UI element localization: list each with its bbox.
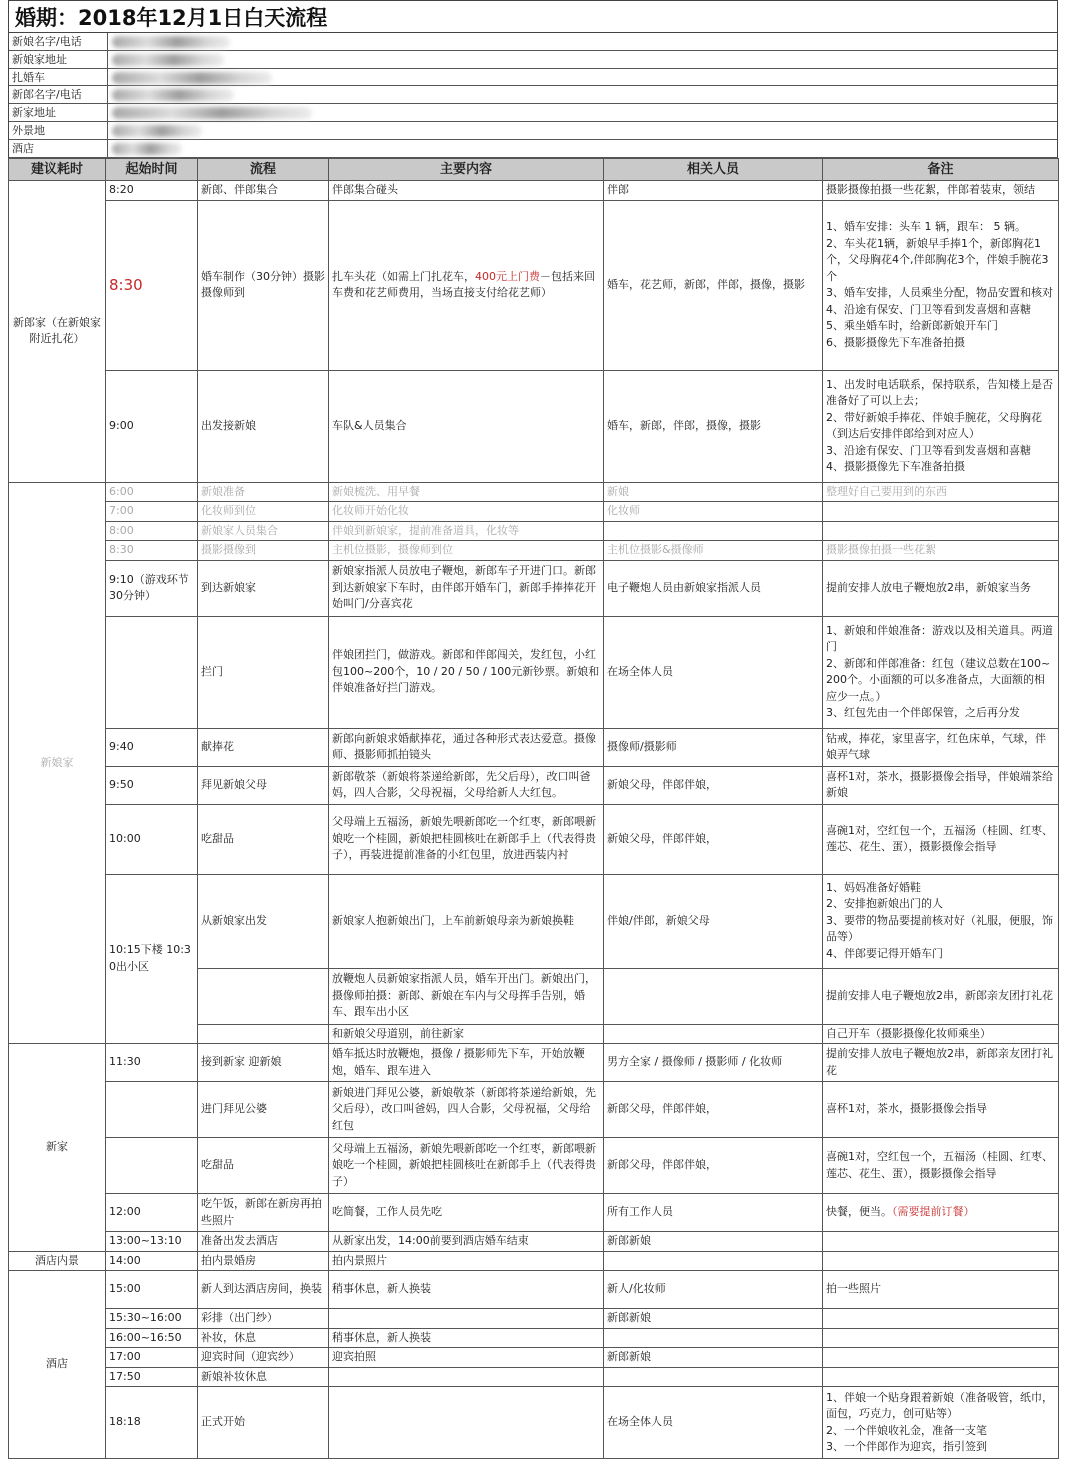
note-line: 3、一个伴郎作为迎宾，指引签到 (826, 1440, 987, 1454)
info-row-bride (9, 33, 1057, 51)
people-cell (604, 968, 823, 1024)
table-row (9, 482, 1059, 502)
table-row (9, 181, 1059, 201)
people-cell (604, 1024, 823, 1044)
flow-cell: 吃甜品 (198, 1138, 329, 1194)
people-cell: 新郎父母，伴郎伴娘， (604, 1082, 823, 1138)
notes-cell: 钻戒，捧花，家里喜字，红色床单，气球，伴娘弄气球 (823, 728, 1059, 766)
content-cell: 放鞭炮人员新娘家指派人员，婚车开出门。新娘出门，摄像师拍摄：新郎、新娘在车内与父母挥手告别，婚车、跟车出小区 (329, 968, 604, 1024)
note-line: 1、新娘和伴娘准备：游戏以及相关道具。两道门 (826, 623, 1053, 654)
table-row (9, 766, 1059, 804)
notes-cell (823, 1328, 1059, 1348)
notes-cell (823, 1232, 1059, 1252)
flow-cell: 拦门 (198, 616, 329, 728)
notes-cell (823, 521, 1059, 541)
start-time-cell: 17:00 (106, 1348, 198, 1368)
blurred-text (112, 125, 202, 137)
start-time-cell: 10:15下楼 10:30出小区 (106, 874, 198, 1044)
start-time-cell: 15:00 (106, 1271, 198, 1309)
content-cell: 稍事休息，新人换装 (329, 1271, 604, 1309)
start-time-cell: 9:50 (106, 766, 198, 804)
flow-cell: 出发接新娘 (198, 370, 329, 482)
table-row (9, 1194, 1059, 1232)
flow-cell: 正式开始 (198, 1387, 329, 1459)
start-time-cell: 13:00~13:10 (106, 1232, 198, 1252)
notes-cell: 喜碗1对，空红包一个，五福汤（桂圆、红枣、莲芯、花生、蛋），摄影摄像会指导 (823, 1138, 1059, 1194)
people-cell: 主机位摄影&摄像师 (604, 541, 823, 561)
info-block (8, 32, 1058, 158)
schedule-sheet (8, 0, 1058, 1459)
redacted-value (108, 140, 1057, 157)
people-cell: 化妆师 (604, 502, 823, 522)
people-cell: 男方全家 / 摄像师 / 摄影师 / 化妆师 (604, 1044, 823, 1082)
flow-cell: 新娘家人员集合 (198, 521, 329, 541)
note-line: 2、车头花1辆，新娘早手捧1个，新郎胸花1个，父母胸花4个,伴郎胸花3个，伴娘手腕花3个 (826, 236, 1049, 283)
notes-cell (823, 874, 1059, 968)
section-cell: 酒店内景 (9, 1251, 106, 1271)
flow-cell: 摄影摄像到 (198, 541, 329, 561)
notes-cell: 提前安排人放电子鞭炮放2串，新娘家当务 (823, 560, 1059, 616)
start-time-cell: 7:00 (106, 502, 198, 522)
info-label: 新娘家地址 (9, 51, 108, 68)
flow-cell: 从新娘家出发 (198, 874, 329, 968)
start-time-cell: 14:00 (106, 1251, 198, 1271)
table-row (9, 1044, 1059, 1082)
content-cell (329, 200, 604, 370)
table-row (9, 502, 1059, 522)
content-cell: 新娘进门拜见公婆，新娘敬茶（新郎将茶递给新娘，先父后母），改口叫爸妈，四人合影，父母祝福，父母给红包 (329, 1082, 604, 1138)
start-time-cell: 10:00 (106, 804, 198, 874)
notes-cell: 提前安排人放电子鞭炮放2串，新郎亲友团打礼花 (823, 1044, 1059, 1082)
blurred-text (112, 72, 272, 84)
flow-cell: 新娘补妆休息 (198, 1367, 329, 1387)
people-cell: 新郎新娘 (604, 1309, 823, 1329)
content-cell: 父母端上五福汤，新娘先喂新郎吃一个红枣，新郎喂新娘吃一个桂圆，新娘把桂圆核吐在新郎手上（代表得贵子），再装进提前准备的小红包里，放进西装内衬 (329, 804, 604, 874)
flow-cell (198, 968, 329, 1024)
blurred-text (112, 54, 224, 66)
content-cell: 新郎敬茶（新娘将茶递给新郎，先父后母），改口叫爸妈，四人合影，父母祝福，父母给新人大红包。 (329, 766, 604, 804)
content-cell: 婚车抵达时放鞭炮，摄像 / 摄影师先下车，开始放鞭炮，婚车、跟车进入 (329, 1044, 604, 1082)
note-line: 2、安排抱新娘出门的人 (826, 897, 943, 911)
notes-cell: 提前安排人电子鞭炮放2串，新郎亲友团打礼花 (823, 968, 1059, 1024)
redacted-value (108, 51, 1057, 68)
col-header-start-time: 起始时间 (106, 158, 198, 181)
content-cell: 新娘梳洗、用早餐 (329, 482, 604, 502)
content-cell: 和新娘父母道别，前往新家 (329, 1024, 604, 1044)
notes-cell: 拍一些照片 (823, 1271, 1059, 1309)
people-cell: 新娘父母，伴郎伴娘， (604, 766, 823, 804)
info-label: 扎婚车 (9, 69, 108, 86)
notes-cell: 摄影摄像拍摄一些花絮 (823, 541, 1059, 561)
notes-cell (823, 502, 1059, 522)
start-time-cell: 8:30 (106, 200, 198, 370)
flow-cell: 新娘准备 (198, 482, 329, 502)
people-cell (604, 1367, 823, 1387)
flow-cell: 新人到达酒店房间，换装 (198, 1271, 329, 1309)
info-label: 外景地 (9, 122, 108, 139)
note-line: 3、婚车安排，人员乘坐分配，物品安置和核对 (826, 286, 1053, 300)
notes-cell: 喜杯1对，茶水，摄影摄像会指导，伴娘端茶给新娘 (823, 766, 1059, 804)
content-cell: 从新家出发，14:00前要到酒店婚车结束 (329, 1232, 604, 1252)
note-line: 3、红包先由一个伴郎保管，之后再分发 (826, 706, 1020, 720)
start-time-cell: 8:20 (106, 181, 198, 201)
flow-cell: 拜见新娘父母 (198, 766, 329, 804)
people-cell: 新人/化妆师 (604, 1271, 823, 1309)
fee-highlight: 400元上门费 (475, 269, 540, 283)
schedule-table (8, 158, 1059, 1459)
start-time-cell: 8:00 (106, 521, 198, 541)
table-row (9, 874, 1059, 968)
people-cell: 新娘父母，伴郎伴娘， (604, 804, 823, 874)
people-cell (604, 521, 823, 541)
info-label: 酒店 (9, 140, 108, 157)
start-time-cell: 11:30 (106, 1044, 198, 1082)
note-line: 6、摄影摄像先下车准备拍摄 (826, 335, 965, 349)
redacted-value (108, 86, 1057, 103)
people-cell (604, 1328, 823, 1348)
content-text: －包括来回车费和花艺师费用，当场直接支付给花艺师） (332, 269, 595, 300)
flow-cell (198, 1024, 329, 1044)
table-row (9, 560, 1059, 616)
col-header-notes: 备注 (823, 158, 1059, 181)
content-cell (329, 1367, 604, 1387)
info-label: 新郎名字/电话 (9, 86, 108, 103)
people-cell: 所有工作人员 (604, 1194, 823, 1232)
notes-cell (823, 1309, 1059, 1329)
notes-cell (823, 200, 1059, 370)
note-line: 2、带好新娘手捧花、伴娘手腕花，父母胸花（到达后安排伴郎给到对应人） (826, 410, 1042, 441)
content-cell: 迎宾拍照 (329, 1348, 604, 1368)
content-cell: 新娘家人抱新娘出门，上车前新娘母亲为新娘换鞋 (329, 874, 604, 968)
start-time-cell: 8:30 (106, 541, 198, 561)
content-cell: 父母端上五福汤，新娘先喂新郎吃一个红枣，新郎喂新娘吃一个桂圆，新娘把桂圆核吐在新郎手上（代表得贵子） (329, 1138, 604, 1194)
note-text: 快餐，便当。 (826, 1205, 892, 1219)
start-time-cell: 9:00 (106, 370, 198, 482)
info-row-new-home (9, 104, 1057, 122)
start-time-cell: 15:30~16:00 (106, 1309, 198, 1329)
note-line: 1、妈妈准备好婚鞋 (826, 880, 921, 894)
blurred-text (112, 89, 234, 101)
content-cell: 化妆师开始化妆 (329, 502, 604, 522)
notes-cell (823, 616, 1059, 728)
note-line: 3、沿途有保安、门卫等看到发喜烟和喜糖 (826, 443, 1031, 457)
col-header-duration: 建议耗时 (9, 158, 106, 181)
flow-cell: 接到新家 迎新娘 (198, 1044, 329, 1082)
order-reminder: （需要提前订餐） (892, 1205, 975, 1219)
col-header-content: 主要内容 (329, 158, 604, 181)
info-row-car (9, 69, 1057, 87)
flow-cell: 吃午饭，新郎在新房再拍些照片 (198, 1194, 329, 1232)
people-cell: 伴郎 (604, 181, 823, 201)
content-cell: 伴娘团拦门，做游戏。新郎和伴郎闯关，发红包，小红包100~200个，10 / 20 / 50 / 100元新钞票。新娘和伴娘准备好拦门游戏。 (329, 616, 604, 728)
info-row-outdoor (9, 122, 1057, 140)
people-cell: 在场全体人员 (604, 1387, 823, 1459)
table-row (9, 728, 1059, 766)
start-time-cell: 17:50 (106, 1367, 198, 1387)
table-header-row (9, 158, 1059, 181)
start-time-cell: 16:00~16:50 (106, 1328, 198, 1348)
section-cell: 新娘家 (9, 482, 106, 1044)
notes-cell: 喜碗1对，空红包一个，五福汤（桂圆、红枣、莲芯、花生、蛋），摄影摄像会指导 (823, 804, 1059, 874)
people-cell (604, 1251, 823, 1271)
start-time-cell (106, 616, 198, 728)
info-row-groom (9, 86, 1057, 104)
table-row (9, 804, 1059, 874)
people-cell: 电子鞭炮人员由新娘家指派人员 (604, 560, 823, 616)
flow-cell: 婚车制作（30分钟）摄影摄像师到 (198, 200, 329, 370)
people-cell: 在场全体人员 (604, 616, 823, 728)
flow-cell: 新郎、伴郎集合 (198, 181, 329, 201)
start-time-cell: 9:10（游戏环节30分钟） (106, 560, 198, 616)
people-cell: 新娘 (604, 482, 823, 502)
start-time-cell: 18:18 (106, 1387, 198, 1459)
table-row (9, 1138, 1059, 1194)
section-cell: 新家 (9, 1044, 106, 1252)
flow-cell: 化妆师到位 (198, 502, 329, 522)
people-cell: 新郎父母，伴郎伴娘， (604, 1138, 823, 1194)
table-row (9, 370, 1059, 482)
notes-cell (823, 1194, 1059, 1232)
note-line: 4、沿途有保安、门卫等看到发喜烟和喜糖 (826, 302, 1031, 316)
note-line: 1、出发时电话联系，保持联系，告知楼上是否准备好了可以上去； (826, 377, 1053, 408)
start-time-cell: 6:00 (106, 482, 198, 502)
table-row (9, 1328, 1059, 1348)
content-cell: 伴郎集合碰头 (329, 181, 604, 201)
info-label: 新娘名字/电话 (9, 33, 108, 50)
table-row (9, 1387, 1059, 1459)
flow-cell: 彩排（出门纱） (198, 1309, 329, 1329)
flow-cell: 献捧花 (198, 728, 329, 766)
content-cell: 拍内景照片 (329, 1251, 604, 1271)
notes-cell (823, 370, 1059, 482)
note-line: 5、乘坐婚车时，给新郎新娘开车门 (826, 319, 998, 333)
content-cell (329, 1309, 604, 1329)
table-row (9, 200, 1059, 370)
start-time-cell (106, 1138, 198, 1194)
notes-cell: 自己开车（摄影摄像化妆师乘坐） (823, 1024, 1059, 1044)
flow-cell: 进门拜见公婆 (198, 1082, 329, 1138)
section-cell: 新郎家（在新娘家附近扎花） (9, 181, 106, 483)
redacted-value (108, 69, 1057, 86)
notes-cell: 摄影摄像拍摄一些花絮，伴郎着装束，领结 (823, 181, 1059, 201)
content-cell (329, 1387, 604, 1459)
table-row (9, 1348, 1059, 1368)
content-text: 扎车头花（如需上门扎花车， (332, 269, 475, 283)
note-line: 4、伴郎要记得开婚车门 (826, 946, 943, 960)
content-cell: 稍事休息，新人换装 (329, 1328, 604, 1348)
note-line: 4、摄影摄像先下车准备拍摄 (826, 460, 965, 474)
page-title: 婚期：2018年12月1日白天流程 (8, 0, 1058, 32)
people-cell: 摄像师/摄影师 (604, 728, 823, 766)
note-line: 1、婚车安排：头车 1 辆，跟车： 5 辆。 (826, 220, 1026, 234)
blurred-text (112, 36, 230, 48)
table-row (9, 1251, 1059, 1271)
content-cell: 吃简餐，工作人员先吃 (329, 1194, 604, 1232)
blurred-text (112, 107, 312, 119)
table-row (9, 1232, 1059, 1252)
notes-cell (823, 1251, 1059, 1271)
redacted-value (108, 33, 1057, 50)
table-row (9, 1271, 1059, 1309)
notes-cell: 整理好自己要用到的东西 (823, 482, 1059, 502)
content-cell: 新郎向新娘求婚献捧花，通过各种形式表达爱意。摄像师、摄影师抓拍镜头 (329, 728, 604, 766)
info-row-hotel (9, 140, 1057, 158)
flow-cell: 拍内景婚房 (198, 1251, 329, 1271)
table-row (9, 1082, 1059, 1138)
people-cell: 婚车，花艺师，新郎，伴郎，摄像，摄影 (604, 200, 823, 370)
people-cell: 新郎新娘 (604, 1348, 823, 1368)
info-row-bride-address (9, 51, 1057, 69)
notes-cell (823, 1348, 1059, 1368)
redacted-value (108, 104, 1057, 121)
flow-cell: 吃甜品 (198, 804, 329, 874)
table-row (9, 1309, 1059, 1329)
people-cell: 婚车，新郎，伴郎，摄像，摄影 (604, 370, 823, 482)
note-line: 3、要带的物品要提前核对好（礼服，便服，饰品等） (826, 913, 1053, 944)
table-row (9, 616, 1059, 728)
blurred-text (112, 143, 182, 155)
flow-cell: 补妆，休息 (198, 1328, 329, 1348)
table-row (9, 541, 1059, 561)
content-cell: 主机位摄影，摄像师到位 (329, 541, 604, 561)
start-time-cell: 9:40 (106, 728, 198, 766)
note-line: 2、新郎和伴郎准备：红包（建议总数在100~200个。小面额的可以多准备点，大面额的相应少一点。） (826, 656, 1051, 703)
note-line: 2、一个伴娘收礼金，准备一支笔 (826, 1423, 987, 1437)
flow-cell: 到达新娘家 (198, 560, 329, 616)
col-header-flow: 流程 (198, 158, 329, 181)
info-label: 新家地址 (9, 104, 108, 121)
start-time-cell (106, 1082, 198, 1138)
col-header-people: 相关人员 (604, 158, 823, 181)
notes-cell: 喜杯1对，茶水，摄影摄像会指导 (823, 1082, 1059, 1138)
people-cell: 新郎新娘 (604, 1232, 823, 1252)
table-row (9, 1367, 1059, 1387)
note-line: 1、伴娘一个贴身跟着新娘（准备吸管，纸巾，面包，巧克力，创可贴等） (826, 1390, 1053, 1421)
people-cell: 伴娘/伴郎，新娘父母 (604, 874, 823, 968)
start-time-cell: 12:00 (106, 1194, 198, 1232)
redacted-value (108, 122, 1057, 139)
content-cell: 车队&人员集合 (329, 370, 604, 482)
content-cell: 新娘家指派人员放电子鞭炮，新郎车子开进门口。新郎到达新娘家下车时，由伴郎开婚车门，新郎手捧捧花开始叫门/分喜宾花 (329, 560, 604, 616)
flow-cell: 准备出发去酒店 (198, 1232, 329, 1252)
section-cell: 酒店 (9, 1271, 106, 1459)
notes-cell (823, 1367, 1059, 1387)
flow-cell: 迎宾时间（迎宾纱） (198, 1348, 329, 1368)
notes-cell (823, 1387, 1059, 1459)
content-cell: 伴娘到新娘家，提前准备道具，化妆等 (329, 521, 604, 541)
table-row (9, 521, 1059, 541)
